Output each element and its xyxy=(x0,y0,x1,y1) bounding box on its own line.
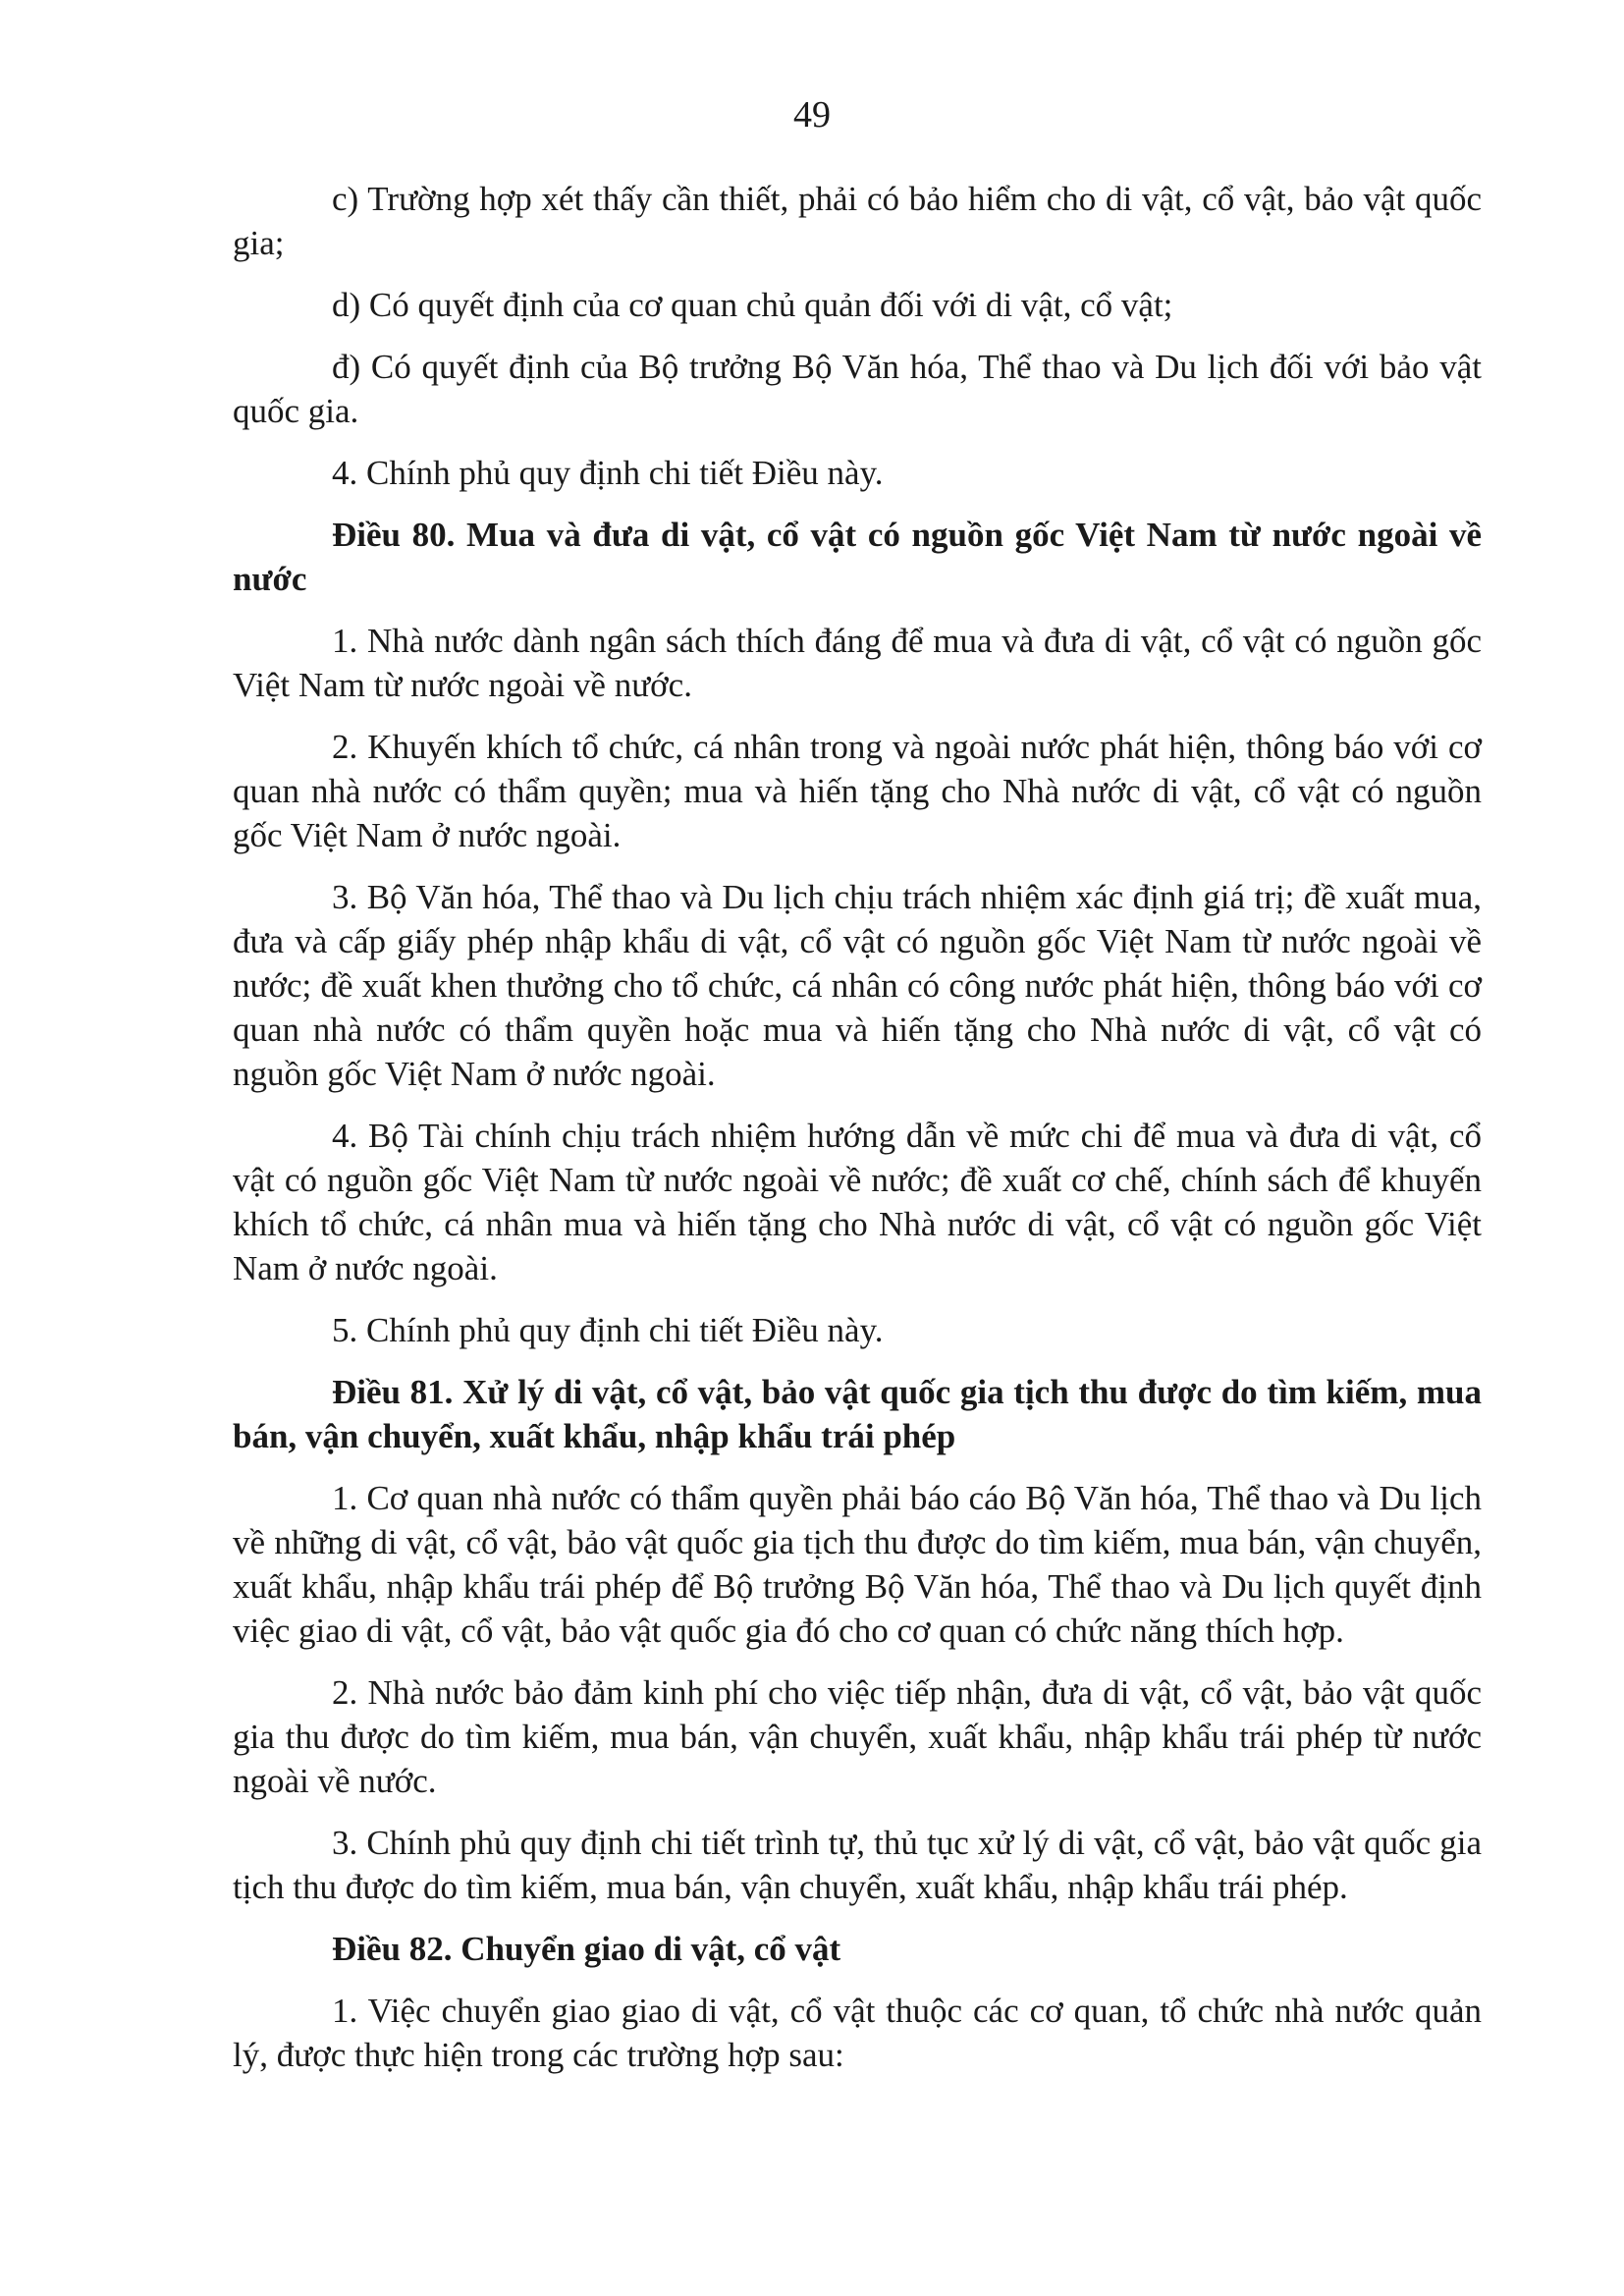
article-80-item-4: 4. Bộ Tài chính chịu trách nhiệm hướng dẫn về mức chi để mua và đưa di vật, cổ vật có nguồn gốc Việt Nam từ nước ngoài về nước; đề xuất cơ chế, chính sách để khuyến khích tổ chức, cá nhân mua và hiến tặng cho Nhà nước di vật, cổ vật có nguồn gốc Việt Nam ở nước ngoài. xyxy=(233,1117,1482,1287)
paragraph-clause-d: d) Có quyết định của cơ quan chủ quản đối với di vật, cổ vật; xyxy=(332,286,1173,324)
paragraph-item-4: 4. Chính phủ quy định chi tiết Điều này. xyxy=(332,454,884,492)
article-80-item-1: 1. Nhà nước dành ngân sách thích đáng để mua và đưa di vật, cổ vật có nguồn gốc Việt Nam từ nước ngoài về nước. xyxy=(233,622,1482,704)
article-81-item-3: 3. Chính phủ quy định chi tiết trình tự, thủ tục xử lý di vật, cổ vật, bảo vật quốc gia tịch thu được do tìm kiếm, mua bán, vận chuyển, xuất khẩu, nhập khẩu trái phép. xyxy=(233,1824,1482,1906)
article-80-item-5: 5. Chính phủ quy định chi tiết Điều này. xyxy=(332,1311,884,1349)
paragraph-clause-c: c) Trường hợp xét thấy cần thiết, phải có bảo hiểm cho di vật, cổ vật, bảo vật quốc gia; xyxy=(233,180,1482,262)
article-80-item-2: 2. Khuyến khích tổ chức, cá nhân trong và ngoài nước phát hiện, thông báo với cơ quan nhà nước có thẩm quyền; mua và hiến tặng cho Nhà nước di vật, cổ vật có nguồn gốc Việt Nam ở nước ngoài. xyxy=(233,728,1482,854)
document-body xyxy=(233,177,1482,2095)
article-81-item-2: 2. Nhà nước bảo đảm kinh phí cho việc tiếp nhận, đưa di vật, cổ vật, bảo vật quốc gia thu được do tìm kiếm, mua bán, vận chuyển, xuất khẩu, nhập khẩu trái phép từ nước ngoài về nước. xyxy=(233,1673,1482,1800)
article-80-item-3: 3. Bộ Văn hóa, Thể thao và Du lịch chịu trách nhiệm xác định giá trị; đề xuất mua, đưa và cấp giấy phép nhập khẩu di vật, cổ vật có nguồn gốc Việt Nam từ nước ngoài về nước; đề xuất khen thưởng cho tổ chức, cá nhân có công nước phát hiện, thông báo với cơ quan nhà nước có thẩm quyền hoặc mua và hiến tặng cho Nhà nước di vật, cổ vật có nguồn gốc Việt Nam ở nước ngoài. xyxy=(233,878,1482,1093)
paragraph-clause-dd: đ) Có quyết định của Bộ trưởng Bộ Văn hóa, Thể thao và Du lịch đối với bảo vật quốc gia. xyxy=(233,348,1482,430)
article-82-heading: Điều 82. Chuyển giao di vật, cổ vật xyxy=(332,1930,841,1968)
article-81-heading: Điều 81. Xử lý di vật, cổ vật, bảo vật quốc gia tịch thu được do tìm kiếm, mua bán, vận chuyển, xuất khẩu, nhập khẩu trái phép xyxy=(233,1373,1482,1455)
article-81-item-1: 1. Cơ quan nhà nước có thẩm quyền phải báo cáo Bộ Văn hóa, Thể thao và Du lịch về những di vật, cổ vật, bảo vật quốc gia tịch thu được do tìm kiếm, mua bán, vận chuyển, xuất khẩu, nhập khẩu trái phép để Bộ trưởng Bộ Văn hóa, Thể thao và Du lịch quyết định việc giao di vật, cổ vật, bảo vật quốc gia đó cho cơ quan có chức năng thích hợp. xyxy=(233,1479,1482,1650)
page-number: 49 xyxy=(793,94,831,136)
article-82-item-1: 1. Việc chuyển giao giao di vật, cổ vật thuộc các cơ quan, tổ chức nhà nước quản lý, được thực hiện trong các trường hợp sau: xyxy=(233,1992,1482,2074)
article-80-heading: Điều 80. Mua và đưa di vật, cổ vật có nguồn gốc Việt Nam từ nước ngoài về nước xyxy=(233,516,1482,598)
